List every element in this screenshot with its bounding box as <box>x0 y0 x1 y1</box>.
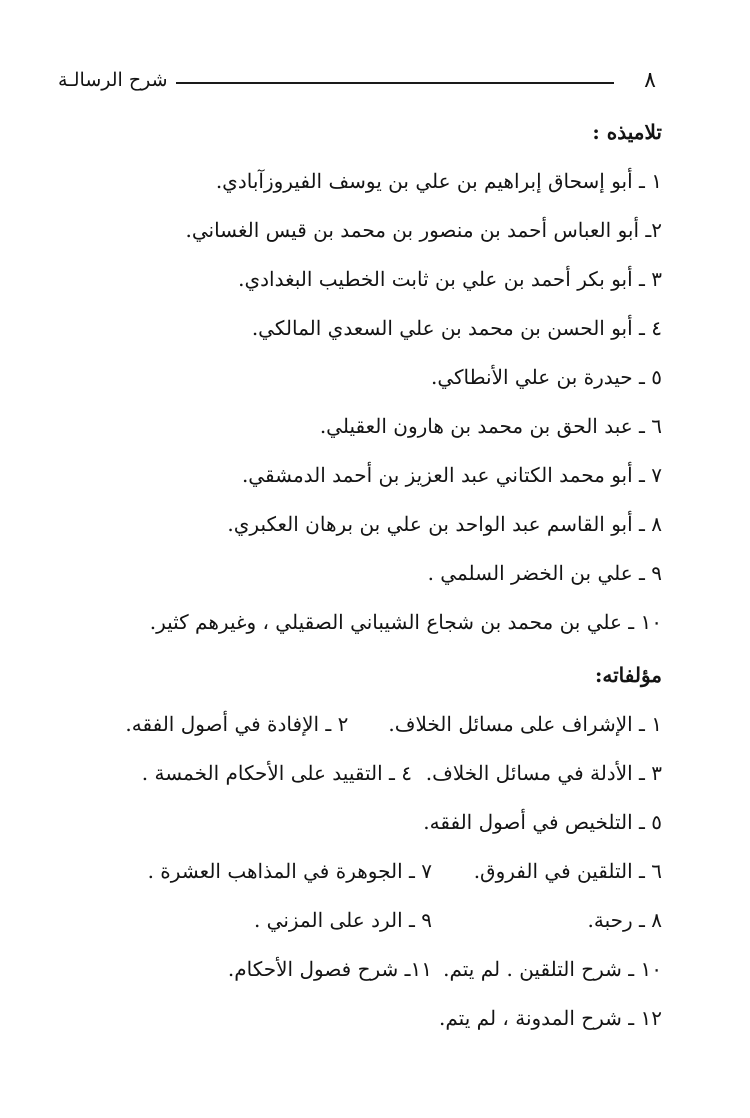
header-rule <box>176 82 614 84</box>
work-item: ٩ ـ الرد على المزني . <box>253 908 432 932</box>
work-item: ١١ـ شرح فصول الأحكام. <box>227 957 432 981</box>
work-item: ٥ ـ التلخيص في أصول الفقه. <box>423 810 662 834</box>
work-item: ٣ ـ الأدلة في مسائل الخلاف. <box>425 761 662 785</box>
works-row <box>60 945 662 994</box>
works-row <box>60 700 662 749</box>
students-heading: تلاميذه : <box>592 120 662 144</box>
student-item: ٩ ـ علي بن الخضر السلمي . <box>427 561 662 585</box>
running-title: شرح الرسالـة <box>58 69 168 91</box>
work-item: ٦ ـ التلقين في الفروق. <box>473 859 662 883</box>
works-heading: مؤلفاته: <box>594 663 662 687</box>
works-row <box>60 798 662 847</box>
works-row <box>60 749 662 798</box>
works-row <box>60 994 662 1043</box>
work-item: ٧ ـ الجوهرة في المذاهب العشرة . <box>147 859 432 883</box>
page-number: ٨ <box>644 67 656 93</box>
work-item: ٨ ـ رحبة. <box>587 908 662 932</box>
work-item: ٤ ـ التقييد على الأحكام الخمسة . <box>141 761 412 785</box>
running-header <box>58 60 664 100</box>
work-item: ١٠ ـ شرح التلقين . لم يتم. <box>443 957 662 981</box>
work-item: ١ ـ الإشراف على مسائل الخلاف. <box>388 712 662 736</box>
student-item: ٧ ـ أبو محمد الكتاني عبد العزيز بن أحمد الدمشقي. <box>241 463 662 487</box>
student-item: ٢ـ أبو العباس أحمد بن منصور بن محمد بن قيس الغساني. <box>185 218 662 242</box>
student-item: ٣ ـ أبو بكر أحمد بن علي بن ثابت الخطيب البغدادي. <box>238 267 662 291</box>
text-block <box>60 108 662 1043</box>
student-item: ٨ ـ أبو القاسم عبد الواحد بن علي بن برهان العكبري. <box>227 512 662 536</box>
work-item: ١٢ ـ شرح المدونة ، لم يتم. <box>439 1006 662 1030</box>
student-item: ١٠ ـ علي بن محمد بن شجاع الشيباني الصقيلي ، وغيرهم كثير. <box>149 610 662 634</box>
student-item: ١ ـ أبو إسحاق إبراهيم بن علي بن يوسف الفيروزآبادي. <box>215 169 662 193</box>
student-item: ٤ ـ أبو الحسن بن محمد بن علي السعدي المالكي. <box>251 316 662 340</box>
works-row <box>60 847 662 896</box>
student-item: ٦ ـ عبد الحق بن محمد بن هارون العقيلي. <box>319 414 662 438</box>
student-item: ٥ ـ حيدرة بن علي الأنطاكي. <box>430 365 662 389</box>
works-row <box>60 896 662 945</box>
work-item: ٢ ـ الإفادة في أصول الفقه. <box>125 712 349 736</box>
